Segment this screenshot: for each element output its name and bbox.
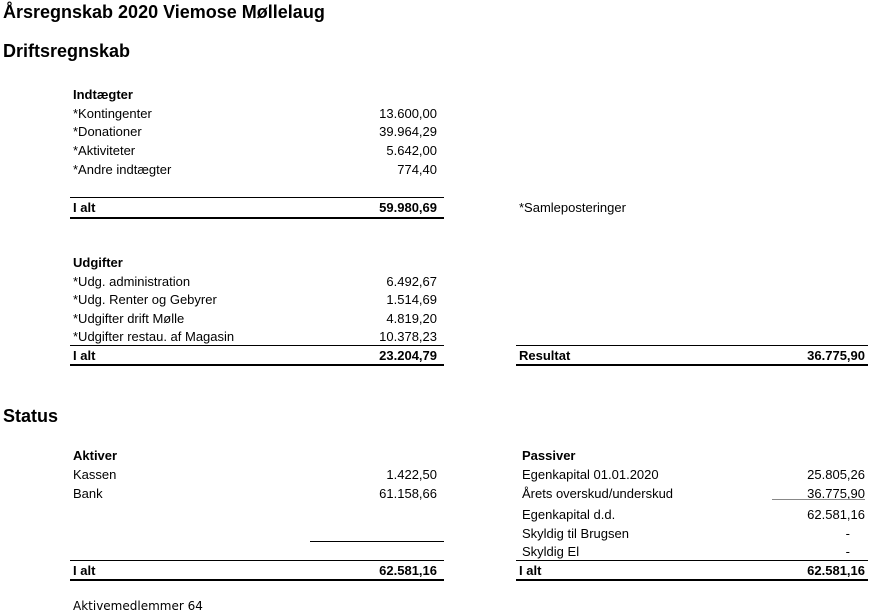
liability-label: Årets overskud/underskud [522, 486, 674, 501]
result-value: 36.775,90 [807, 348, 865, 363]
expenses-total-value: 23.204,79 [379, 348, 437, 363]
income-total-label: I alt [73, 200, 96, 215]
result-top-rule [516, 345, 868, 346]
liabilities-total-value: 62.581,16 [807, 563, 865, 578]
income-value: 774,40 [397, 162, 437, 177]
active-members-note: Aktivemedlemmer 64 [73, 599, 203, 613]
expenses-heading: Udgifter [73, 255, 123, 270]
liabilities-heading: Passiver [522, 448, 576, 463]
income-label: *Andre indtægter [73, 162, 172, 177]
asset-value: 61.158,66 [379, 486, 437, 501]
income-total-value: 59.980,69 [379, 200, 437, 215]
expenses-total-bottom-rule [70, 364, 444, 366]
expense-value: 6.492,67 [386, 274, 437, 289]
income-label: *Kontingenter [73, 106, 152, 121]
expense-value: 10.378,23 [379, 329, 437, 344]
footnote-samleposteringer: *Samleposteringer [519, 200, 626, 215]
document-title: Årsregnskab 2020 Viemose Møllelaug [3, 2, 325, 22]
liability-value: - [845, 526, 850, 541]
liability-value: 62.581,16 [807, 507, 865, 522]
liability-value: 25.805,26 [807, 467, 865, 482]
income-total-top-rule [70, 197, 444, 198]
liabilities-total-label: I alt [519, 563, 542, 578]
expense-label: *Udg. administration [73, 274, 191, 289]
liabilities-total-bottom-rule [516, 579, 868, 581]
expense-label: *Udgifter restau. af Magasin [73, 329, 235, 344]
assets-subtotal-rule [310, 541, 444, 542]
expenses-total-top-rule [70, 345, 444, 346]
income-label: *Aktiviteter [73, 143, 136, 158]
asset-label: Kassen [73, 467, 117, 482]
drift-heading: Driftsregnskab [3, 41, 131, 61]
result-label: Resultat [519, 348, 571, 363]
income-label: *Donationer [73, 124, 142, 139]
expense-label: *Udg. Renter og Gebyrer [73, 292, 217, 307]
income-heading: Indtægter [73, 87, 133, 102]
liability-label: Skyldig til Brugsen [522, 526, 629, 541]
expense-value: 1.514,69 [386, 292, 437, 307]
asset-value: 1.422,50 [386, 467, 437, 482]
liability-value: 36.775,90 [807, 486, 865, 501]
assets-total-value: 62.581,16 [379, 563, 437, 578]
expenses-total-label: I alt [73, 348, 96, 363]
assets-total-top-rule [70, 560, 444, 561]
income-total-bottom-rule [70, 217, 444, 219]
asset-label: Bank [73, 486, 103, 501]
assets-total-bottom-rule [70, 579, 444, 581]
income-value: 39.964,29 [379, 124, 437, 139]
liabilities-total-top-rule [516, 560, 868, 561]
liability-value: - [845, 544, 850, 559]
liability-label: Skyldig El [522, 544, 580, 559]
income-value: 13.600,00 [379, 106, 437, 121]
income-value: 5.642,00 [386, 143, 437, 158]
expense-label: *Udgifter drift Mølle [73, 311, 185, 326]
status-heading: Status [3, 406, 59, 426]
liability-subtotal-rule [772, 499, 865, 500]
assets-total-label: I alt [73, 563, 96, 578]
result-bottom-rule [516, 364, 868, 366]
assets-heading: Aktiver [73, 448, 118, 463]
liability-label: Egenkapital d.d. [522, 507, 616, 522]
expense-value: 4.819,20 [386, 311, 437, 326]
liability-label: Egenkapital 01.01.2020 [522, 467, 659, 482]
